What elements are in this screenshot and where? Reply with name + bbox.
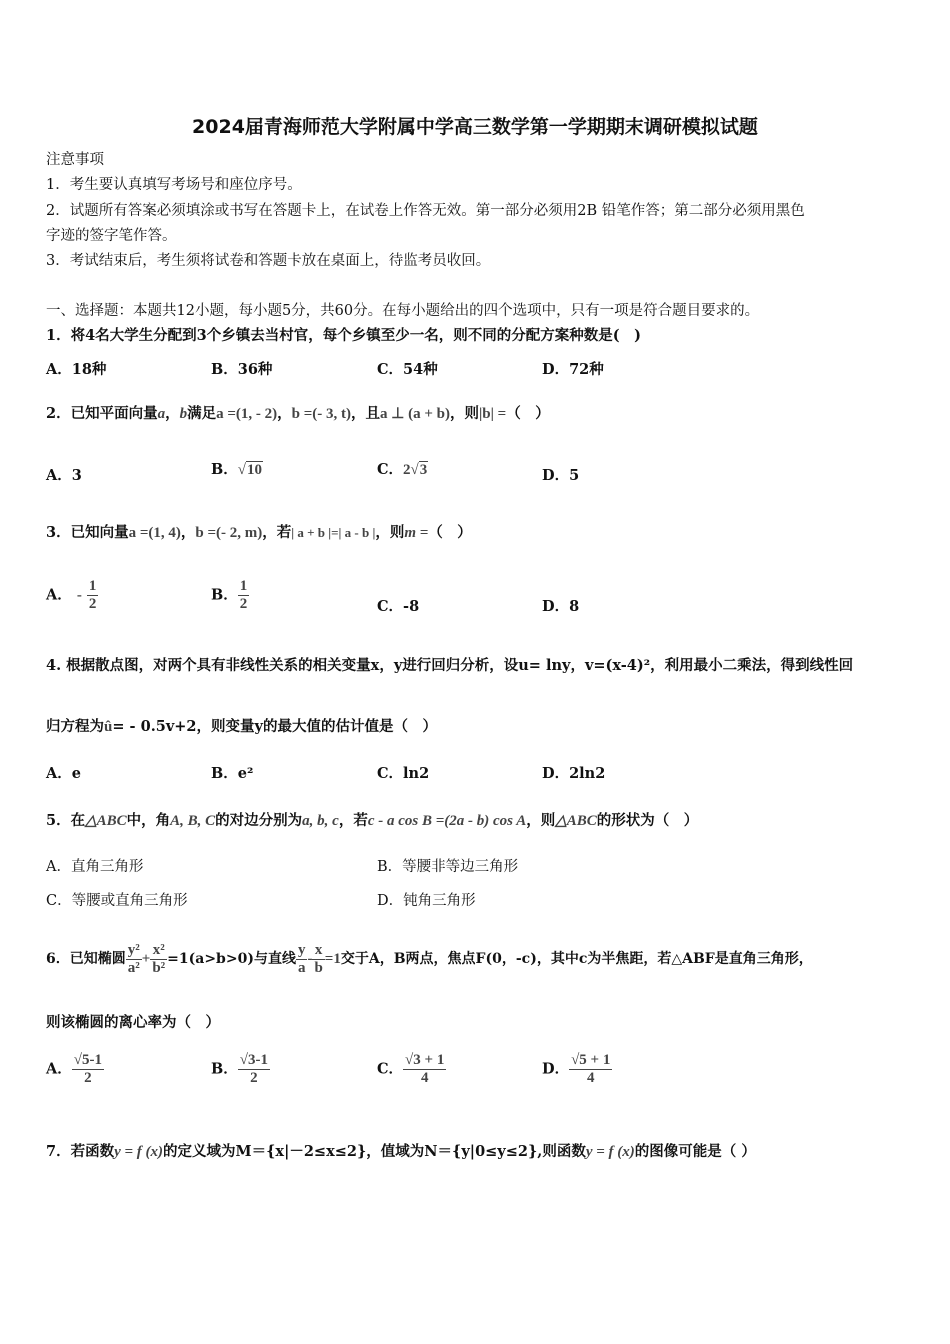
q6-text: 交于A，B两点，焦点F(0，-c)，其中c为半焦距，若△ABF是直角三角形，: [340, 951, 813, 967]
q4-option-d[interactable]: D．2ln2: [542, 765, 606, 782]
denominator: 4: [420, 1070, 429, 1086]
q2-text: ，: [277, 405, 292, 422]
q7-function: y = f (x): [114, 1144, 164, 1160]
q3-ask: m =: [404, 525, 429, 541]
q1-option-d[interactable]: D．72种: [542, 361, 604, 378]
q2-option-a[interactable]: [46, 466, 82, 486]
q3-text: 3．已知向量: [46, 524, 129, 541]
numerator: 1: [88, 578, 97, 594]
q3-option-d[interactable]: [542, 597, 579, 617]
q4-option-a[interactable]: A．e: [46, 765, 81, 782]
q2-ask: |b| =: [478, 406, 507, 422]
q2-text: ，则: [449, 405, 479, 422]
option-label: D．: [542, 467, 570, 484]
option-label: B．: [211, 586, 238, 604]
denominator: 2: [88, 596, 97, 612]
q5-text: 的形状为（ ）: [596, 812, 699, 829]
q6-option-a[interactable]: [46, 1052, 104, 1087]
option-label: C．: [377, 461, 404, 478]
denominator: 2: [239, 596, 248, 612]
question-2-stem: [46, 404, 550, 424]
radicand: 10: [247, 462, 262, 478]
q6-option-d[interactable]: [542, 1052, 612, 1087]
notice-item: 1．考生要认真填写考场号和座位序号。: [46, 177, 302, 193]
q5-option-a[interactable]: A．直角三角形: [46, 859, 144, 875]
fraction: [238, 1052, 270, 1087]
option-value: 3: [71, 467, 82, 484]
q6-option-c[interactable]: [377, 1052, 446, 1087]
fraction: [238, 578, 250, 613]
q3-option-a[interactable]: [46, 578, 98, 613]
q2-condition-1: a =(1, - 2): [216, 406, 278, 422]
section-heading: 一、选择题：本题共12小题，每小题5分，共60分。在每小题给出的四个选项中，只有一项是符合题目要求的。: [46, 303, 760, 319]
question-4-stem-line-1: 4. 根据散点图，对两个具有非线性关系的相关变量x，y进行回归分析，设u= lny，v=(x-4)²，利用最小二乘法，得到线性回: [46, 657, 854, 674]
q2-option-c[interactable]: [377, 460, 428, 480]
option-label: C．: [377, 598, 404, 615]
numerator: √3 + 1: [405, 1052, 445, 1068]
numerator: x: [312, 942, 324, 960]
fraction: [72, 1052, 104, 1087]
question-6-stem: [46, 940, 813, 978]
denominator: a²: [127, 959, 140, 976]
q4-text: = -: [112, 718, 136, 735]
option-label: A．: [46, 1060, 72, 1078]
sqrt-expression: 2√3: [403, 462, 428, 478]
numerator: 1: [239, 578, 248, 594]
fraction: [87, 578, 99, 613]
question-4-stem-line-2: [46, 717, 437, 737]
q3-option-b[interactable]: [211, 578, 249, 613]
option-label: A．: [46, 467, 72, 484]
radicand: 3: [419, 462, 428, 478]
q2-text: 2．已知平面向量: [46, 405, 158, 422]
q5-text: 的对边分别为: [215, 812, 303, 829]
option-label: B．: [211, 461, 238, 478]
q5-option-d[interactable]: D．钝角三角形: [377, 893, 476, 909]
question-6-stem-line-2: 则该椭圆的离心率为（ ）: [46, 1014, 220, 1031]
fraction: [126, 942, 142, 977]
q1-option-c[interactable]: C．54种: [377, 361, 438, 378]
sign: -: [76, 587, 82, 604]
q2-vector-a: a: [157, 406, 166, 422]
q5-triangle: △ABC: [85, 813, 127, 829]
option-label: D．: [542, 1060, 570, 1078]
q2-text: 满足: [187, 405, 217, 422]
q3-text: ，: [180, 524, 196, 541]
numerator: x²: [150, 942, 167, 960]
notice-item: 3．考试结束后，考生须将试卷和答题卡放在桌面上，待监考员收回。: [46, 253, 491, 269]
question-5-stem: [46, 811, 698, 831]
q2-text: ，且: [351, 405, 381, 422]
q2-text: ，: [165, 405, 180, 422]
q4-text: 0.5v+2，则变量y的最大值的估计值是（ ）: [140, 718, 437, 735]
q5-condition: c - a cos B =(2a - b) cos A: [367, 813, 527, 829]
numerator: √3-1: [239, 1052, 268, 1068]
q3-condition-2: b =(- 2, m): [195, 525, 263, 541]
q2-option-b[interactable]: [211, 460, 263, 480]
option-value: 5: [569, 467, 580, 484]
q3-condition-3: | a + b |=| a - b |: [291, 525, 376, 540]
q7-text: 的定义域为M＝{x|－2≤x≤2}，值域为N＝{y|0≤y≤2},则函数: [163, 1143, 586, 1160]
q2-text: （ ）: [506, 405, 550, 422]
q6-text: =1(a>b>0)与直线: [167, 951, 296, 967]
operator: +: [141, 951, 151, 967]
denominator: 2: [84, 1070, 92, 1086]
q6-option-b[interactable]: [211, 1052, 270, 1087]
q7-text: 的图像可能是（ ）: [634, 1143, 756, 1160]
notice-heading: 注意事项: [46, 152, 104, 168]
q3-text: （ ）: [428, 524, 472, 541]
q7-text: 7．若函数: [46, 1143, 115, 1160]
option-value: -8: [403, 598, 420, 615]
q5-triangle: △ABC: [555, 813, 597, 829]
numerator: y: [297, 941, 306, 958]
sqrt-expression: √10: [237, 462, 262, 478]
q4-option-b[interactable]: B．e²: [211, 765, 254, 782]
notice-item: 2．试题所有答案必须填涂或书写在答题卡上，在试卷上作答无效。第一部分必须用2B 铅笔作答；第二部分必须用黑色: [46, 203, 805, 219]
option-label: B．: [211, 1060, 238, 1078]
q5-text: ，则: [526, 812, 556, 829]
q5-sides: a, b, c: [302, 813, 339, 829]
coefficient: 2: [403, 462, 411, 478]
operator: -: [307, 951, 313, 967]
q4-text: 归方程为: [46, 718, 104, 735]
q1-option-b[interactable]: B．36种: [211, 361, 273, 378]
q1-option-a[interactable]: A．18种: [46, 361, 107, 378]
q6-text: 6．已知椭圆: [46, 951, 126, 967]
q2-condition-2: b =(- 3, t): [291, 406, 352, 422]
fraction: [569, 1052, 612, 1087]
denominator: b²: [152, 959, 166, 976]
page-title: 2024届青海师范大学附属中学高三数学第一学期期末调研模拟试题: [192, 116, 758, 138]
q5-text: 5．在: [46, 812, 86, 829]
q5-text: 中，角: [126, 812, 171, 829]
q5-option-c[interactable]: C．等腰或直角三角形: [46, 893, 188, 909]
numerator: y²: [127, 941, 140, 958]
option-label: D．: [542, 598, 570, 615]
denominator: 2: [250, 1070, 258, 1086]
option-label: C．: [377, 1060, 404, 1078]
question-3-stem: [46, 523, 472, 543]
option-label: A．: [46, 586, 72, 604]
q5-angles: A, B, C: [170, 813, 216, 829]
q4-uhat: û: [104, 719, 113, 735]
q2-vector-b: b: [179, 406, 188, 422]
q5-text: ，若: [338, 812, 368, 829]
denominator: b: [314, 959, 323, 976]
question-7-stem: [46, 1142, 756, 1162]
q2-option-d[interactable]: [542, 466, 579, 486]
q3-text: ，若: [262, 524, 292, 541]
question-1-stem: 1．将4名大学生分配到3个乡镇去当村官，每个乡镇至少一名，则不同的分配方案种数是( ): [46, 327, 641, 344]
q3-option-c[interactable]: [377, 597, 419, 617]
q4-option-c[interactable]: C．ln2: [377, 765, 430, 782]
option-value: 8: [569, 598, 580, 615]
q3-text: ，则: [375, 524, 405, 541]
fraction: [312, 942, 324, 977]
numerator: √5 + 1: [571, 1052, 611, 1068]
fraction: [150, 942, 167, 977]
q3-condition-1: a =(1, 4): [128, 525, 181, 541]
q2-condition-3: a ⊥ (a + b): [380, 406, 450, 422]
denominator: 4: [586, 1070, 595, 1086]
operator: =1: [324, 951, 341, 967]
denominator: a: [297, 959, 306, 976]
notice-item: 字迹的签字笔作答。: [46, 228, 177, 244]
q5-option-b[interactable]: B．等腰非等边三角形: [377, 859, 519, 875]
fraction: [296, 942, 308, 977]
fraction: [403, 1052, 446, 1087]
q7-function: y = f (x): [585, 1144, 635, 1160]
numerator: √5-1: [73, 1052, 102, 1068]
